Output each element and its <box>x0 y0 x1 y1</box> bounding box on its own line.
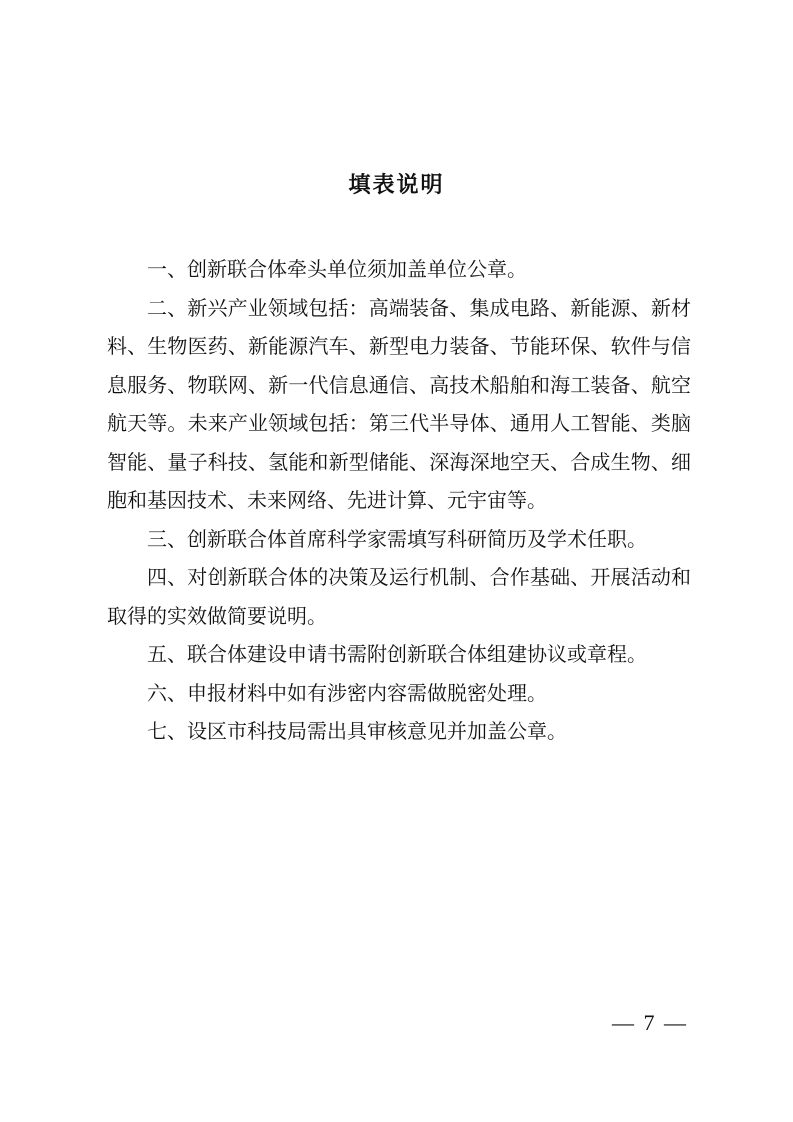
instruction-item-1: 一、创新联合体牵头单位须加盖单位公章。 <box>147 257 527 281</box>
instruction-item-5: 五、联合体建设申请书需附创新联合体组建协议或章程。 <box>147 642 647 666</box>
page-number: — 7 — <box>612 1010 688 1035</box>
instruction-item-2: 二、新兴产业领域包括：高端装备、集成电路、新能源、新材料、生物医药、新能源汽车、新型电力装备、节能环保、软件与信息服务、物联网、新一代信息通信、高技术船舶和海工装备、航空航天等。未来产业领域包括：第三代半导体、通用人工智能、类脑智能、量子科技、氢能和新型储能、深海深地空天、合成生物、细胞和基因技术、未来网络、先进计算、元宇宙等。 <box>107 295 691 512</box>
instructions-body <box>107 250 691 751</box>
instruction-item-6: 六、申报材料中如有涉密内容需做脱密处理。 <box>147 680 547 705</box>
instruction-item-3: 三、创新联合体首席科学家需填写科研简历及学术任职。 <box>147 526 647 551</box>
instruction-item-7: 七、设区市科技局需出具审核意见并加盖公章。 <box>147 719 567 743</box>
instruction-item-4: 四、对创新联合体的决策及运行机制、合作基础、开展活动和取得的实效做简要说明。 <box>107 565 691 628</box>
page-title: 填表说明 <box>348 173 445 198</box>
